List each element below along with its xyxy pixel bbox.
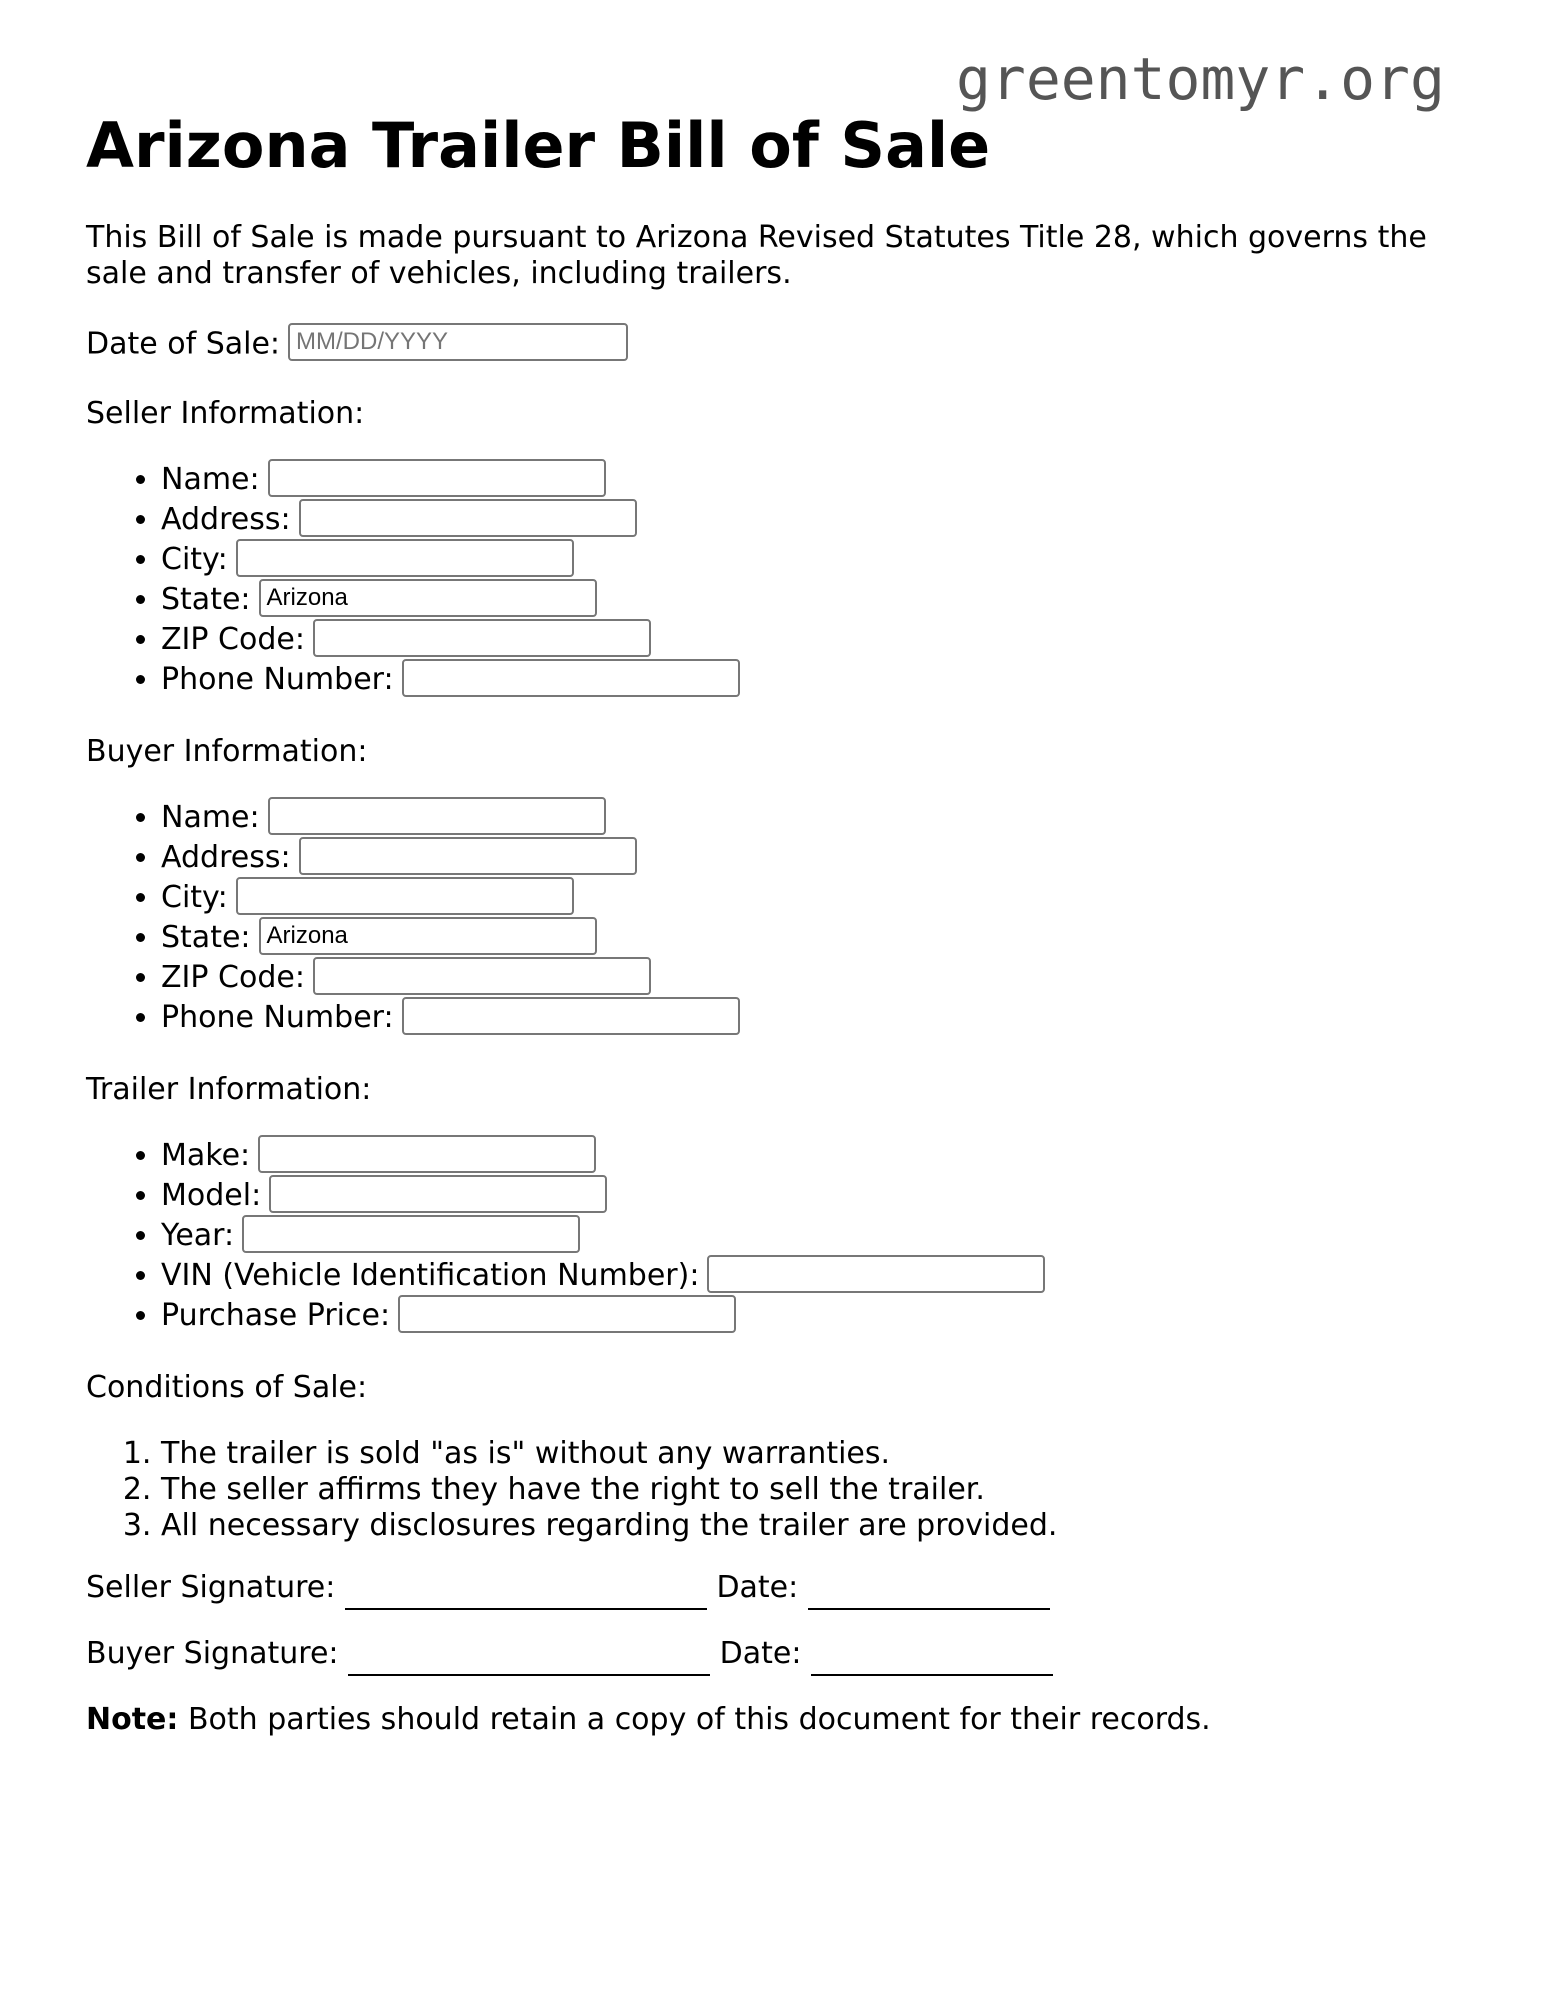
buyer-address-label: Address: <box>161 840 291 875</box>
trailer-year-label: Year: <box>161 1218 235 1253</box>
buyer-phone-label: Phone Number: <box>161 1000 394 1035</box>
buyer-state-label: State: <box>161 920 251 955</box>
list-item <box>161 798 740 838</box>
buyer-city-label: City: <box>161 880 228 915</box>
date-of-sale-label: Date of Sale: <box>86 326 281 362</box>
note-row <box>86 1702 1211 1738</box>
seller-phone-field[interactable] <box>402 659 740 697</box>
seller-city-field[interactable] <box>236 539 574 577</box>
buyer-signature-row <box>86 1636 1053 1674</box>
trailer-heading: Trailer Information: <box>86 1072 372 1107</box>
page-title: Arizona Trailer Bill of Sale <box>86 109 991 182</box>
date-of-sale-input[interactable] <box>288 323 628 361</box>
seller-address-label: Address: <box>161 502 291 537</box>
list-item <box>161 500 740 540</box>
intro-paragraph: This Bill of Sale is made pursuant to Arizona Revised Statutes Title 28, which governs the sale and transfer of vehicles, including trailers. <box>86 220 1427 291</box>
list-item <box>161 878 740 918</box>
list-item <box>161 1296 1045 1336</box>
list-item <box>161 1176 1045 1216</box>
list-item <box>161 540 740 580</box>
seller-name-label: Name: <box>161 462 260 497</box>
seller-zip-field[interactable] <box>313 619 651 657</box>
trailer-price-label: Purchase Price: <box>161 1298 391 1333</box>
trailer-make-field[interactable] <box>258 1135 596 1173</box>
buyer-name-label: Name: <box>161 800 260 835</box>
buyer-state-field[interactable]: Arizona <box>259 917 597 955</box>
watermark-text: greentomyr.org <box>956 45 1445 113</box>
list-item <box>161 958 740 998</box>
trailer-model-label: Model: <box>161 1178 262 1213</box>
trailer-list <box>86 1136 1045 1336</box>
list-item <box>161 838 740 878</box>
seller-address-field[interactable] <box>299 499 637 537</box>
buyer-date-label: Date: <box>719 1636 802 1671</box>
seller-signature-row <box>86 1570 1050 1608</box>
seller-name-field[interactable] <box>268 459 606 497</box>
seller-phone-label: Phone Number: <box>161 662 394 697</box>
list-item <box>161 580 740 620</box>
seller-date-line[interactable] <box>808 1572 1050 1610</box>
list-item <box>161 1256 1045 1296</box>
seller-state-label: State: <box>161 582 251 617</box>
buyer-address-field[interactable] <box>299 837 637 875</box>
date-of-sale-row <box>86 326 628 364</box>
list-item <box>161 460 740 500</box>
conditions-list <box>86 1436 1057 1544</box>
buyer-signature-line[interactable] <box>348 1638 710 1676</box>
list-item: 3. All necessary disclosures regarding the trailer are provided. <box>161 1508 1057 1544</box>
list-item <box>161 918 740 958</box>
seller-signature-label: Seller Signature: <box>86 1570 336 1605</box>
buyer-city-field[interactable] <box>236 877 574 915</box>
trailer-year-field[interactable] <box>242 1215 580 1253</box>
trailer-model-field[interactable] <box>269 1175 607 1213</box>
note-text: Both parties should retain a copy of this document for their records. <box>187 1702 1211 1737</box>
buyer-zip-field[interactable] <box>313 957 651 995</box>
seller-heading: Seller Information: <box>86 396 365 431</box>
document-page <box>86 108 1486 1737</box>
buyer-signature-label: Buyer Signature: <box>86 1636 339 1671</box>
seller-date-label: Date: <box>716 1570 799 1605</box>
trailer-vin-field[interactable] <box>707 1255 1045 1293</box>
list-item <box>161 1216 1045 1256</box>
buyer-list <box>86 798 740 1038</box>
list-item <box>161 620 740 660</box>
conditions-heading: Conditions of Sale: <box>86 1370 368 1405</box>
seller-zip-label: ZIP Code: <box>161 622 305 657</box>
buyer-heading: Buyer Information: <box>86 734 368 769</box>
list-item <box>161 660 740 700</box>
buyer-zip-label: ZIP Code: <box>161 960 305 995</box>
list-item <box>161 998 740 1038</box>
seller-list <box>86 460 740 700</box>
list-item <box>161 1136 1045 1176</box>
seller-signature-line[interactable] <box>345 1572 707 1610</box>
trailer-make-label: Make: <box>161 1138 251 1173</box>
buyer-date-line[interactable] <box>811 1638 1053 1676</box>
seller-state-field[interactable]: Arizona <box>259 579 597 617</box>
note-label: Note: <box>86 1702 179 1737</box>
list-item: 2. The seller affirms they have the right to sell the trailer. <box>161 1472 1057 1508</box>
buyer-phone-field[interactable] <box>402 997 740 1035</box>
trailer-vin-label: VIN (Vehicle Identification Number): <box>161 1258 700 1293</box>
buyer-name-field[interactable] <box>268 797 606 835</box>
trailer-price-field[interactable] <box>398 1295 736 1333</box>
list-item: 1. The trailer is sold "as is" without any warranties. <box>161 1436 1057 1472</box>
seller-city-label: City: <box>161 542 228 577</box>
